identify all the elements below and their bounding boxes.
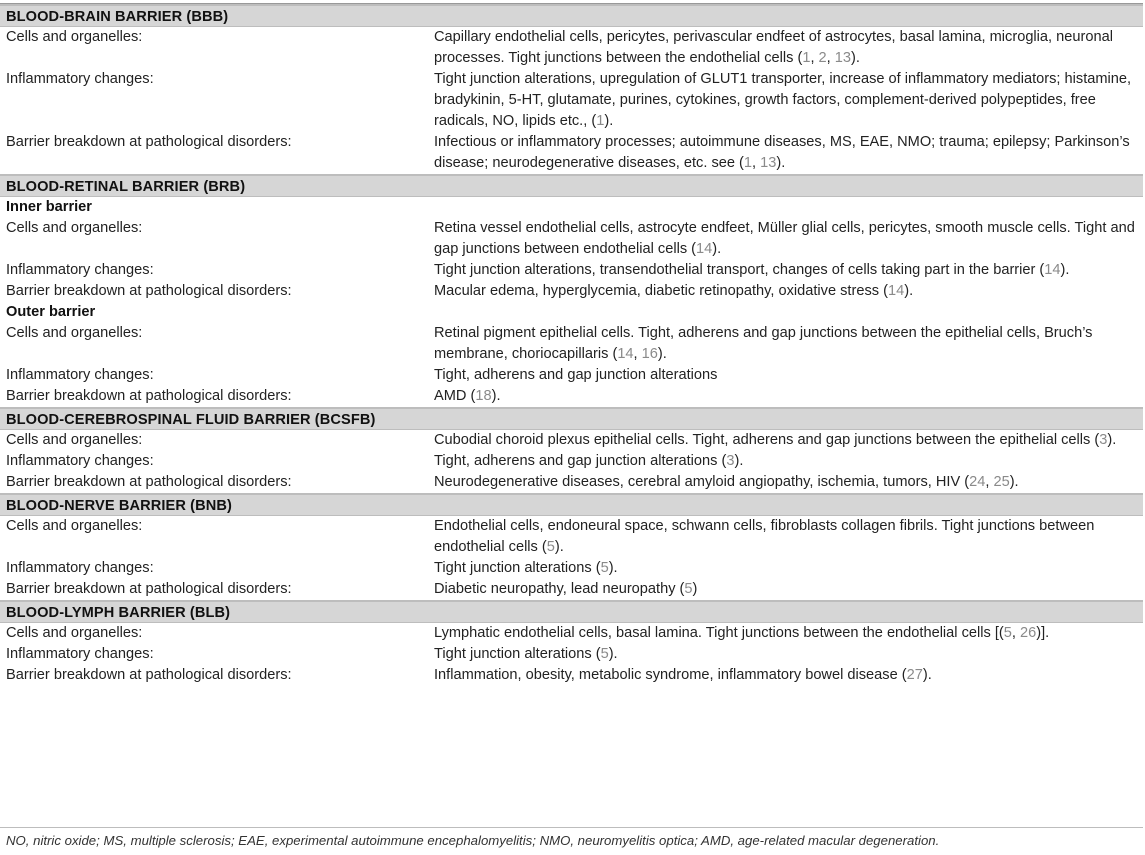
citation-link[interactable]: 1: [743, 155, 753, 171]
row-label: Cells and organelles:: [6, 518, 143, 534]
row-value: [434, 579, 1143, 600]
subsection-title: Inner barrier: [6, 199, 92, 215]
row-label: Barrier breakdown at pathological disorders:: [6, 388, 292, 404]
value-text: ).: [851, 50, 860, 66]
value-text: ,: [633, 346, 642, 362]
citation-link[interactable]: 24: [969, 474, 986, 490]
row-value: [434, 386, 1143, 407]
table-row: [0, 451, 1143, 472]
table-row: [0, 323, 1143, 365]
value-text: Macular edema, hyperglycemia, diabetic retinopathy, oxidative stress (: [434, 283, 888, 299]
row-value: [434, 665, 1143, 686]
value-text: Retinal pigment epithelial cells. Tight, adherens and gap junctions between the epithelial cells, Bruch’s membrane, choriocapillaris (: [434, 325, 1093, 362]
row-value: [434, 365, 1143, 386]
value-text: Lymphatic endothelial cells, basal lamina. Tight junctions between the endothelial cells [(: [434, 625, 1004, 641]
citation-link[interactable]: 1: [596, 113, 605, 129]
row-value: [434, 132, 1143, 174]
table-row: [0, 69, 1143, 132]
value-text: Inflammation, obesity, metabolic syndrome, inflammatory bowel disease (: [434, 667, 907, 683]
value-text: ).: [904, 283, 914, 299]
table-row: [0, 27, 1143, 69]
value-text: Retina vessel endothelial cells, astrocyte endfeet, Müller glial cells, pericytes, smooth muscle cells. Tight and gap junctions between endothelial cells (: [434, 220, 1135, 257]
row-value: [434, 623, 1143, 644]
value-text: ,: [1011, 625, 1020, 641]
value-text: Endothelial cells, endoneural space, schwann cells, fibroblasts collagen fibrils. Tight junctions between endothelial cells (: [434, 518, 1095, 555]
row-label: Cells and organelles:: [6, 220, 143, 236]
row-value: [434, 516, 1143, 558]
row-label: Inflammatory changes:: [6, 646, 154, 662]
citation-link[interactable]: 5: [684, 581, 693, 597]
row-value: [434, 430, 1143, 451]
table-row: [0, 472, 1143, 493]
row-value: [434, 27, 1143, 69]
row-label: Inflammatory changes:: [6, 71, 154, 87]
value-text: ).: [712, 241, 722, 257]
citation-link[interactable]: 5: [600, 646, 609, 662]
table-row: [0, 218, 1143, 260]
citation-link[interactable]: 13: [834, 50, 852, 66]
value-text: ).: [608, 560, 618, 576]
row-value: [434, 69, 1143, 132]
value-text: ).: [776, 155, 786, 171]
row-label: Cells and organelles:: [6, 29, 143, 45]
value-text: ).: [1060, 262, 1070, 278]
value-text: Tight junction alterations, upregulation of GLUT1 transporter, increase of inflammatory mediators; histamine, bradykinin, 5-HT, glutamate, purines, cytokines, growth factors, complement-derived polypeptides, free radicals, NO, lipids etc., (: [434, 71, 1132, 129]
table-row: [0, 430, 1143, 451]
row-label: Barrier breakdown at pathological disorders:: [6, 283, 292, 299]
table-row: [0, 386, 1143, 407]
value-text: ).: [922, 667, 932, 683]
row-value: [434, 451, 1143, 472]
citation-link[interactable]: 14: [617, 346, 634, 362]
row-value: [434, 558, 1143, 579]
citation-link[interactable]: 14: [696, 241, 713, 257]
row-label: Barrier breakdown at pathological disorders:: [6, 581, 292, 597]
section-header: BLOOD-RETINAL BARRIER (BRB): [0, 174, 1143, 197]
section-header: BLOOD-BRAIN BARRIER (BBB): [0, 4, 1143, 27]
citation-link[interactable]: 16: [641, 346, 658, 362]
value-text: ): [692, 581, 698, 597]
row-label: Cells and organelles:: [6, 432, 143, 448]
value-text: Tight, adherens and gap junction alterations (: [434, 453, 727, 469]
row-value: [434, 281, 1143, 302]
citation-link[interactable]: 14: [1044, 262, 1061, 278]
row-label: Cells and organelles:: [6, 325, 143, 341]
table-footnote: NO, nitric oxide; MS, multiple sclerosis; EAE, experimental autoimmune encephalomyelitis; NMO, neuromyelitis optica; AMD, age-related macular degeneration.: [6, 833, 940, 848]
value-text: Tight junction alterations, transendothelial transport, changes of cells taking part in the barrier (: [434, 262, 1045, 278]
row-label: Inflammatory changes:: [6, 453, 154, 469]
section-header: BLOOD-CEREBROSPINAL FLUID BARRIER (BCSFB): [0, 407, 1143, 430]
table-row: [0, 281, 1143, 302]
value-text: ,: [985, 474, 994, 490]
value-text: ,: [826, 50, 835, 66]
citation-link[interactable]: 3: [726, 453, 735, 469]
value-text: ).: [554, 539, 564, 555]
row-label: Barrier breakdown at pathological disorders:: [6, 667, 292, 683]
value-text: ,: [752, 155, 761, 171]
value-text: )].: [1036, 625, 1050, 641]
citation-link[interactable]: 5: [600, 560, 609, 576]
table-row: [0, 260, 1143, 281]
subsection-title: Outer barrier: [6, 304, 96, 320]
row-value: [434, 644, 1143, 665]
value-text: ,: [810, 50, 819, 66]
citation-link[interactable]: 1: [802, 50, 811, 66]
value-text: Tight junction alterations (: [434, 646, 601, 662]
barrier-table: [0, 3, 1143, 686]
row-value: [434, 472, 1143, 493]
table-row: [0, 516, 1143, 558]
table-row: [0, 579, 1143, 600]
citation-link[interactable]: 18: [475, 388, 492, 404]
row-value: [434, 260, 1143, 281]
citation-link[interactable]: 25: [993, 474, 1010, 490]
table-row: [0, 665, 1143, 686]
value-text: ).: [604, 113, 614, 129]
value-text: Cubodial choroid plexus epithelial cells. Tight, adherens and gap junctions between the epithelial cells (: [434, 432, 1100, 448]
value-text: ).: [734, 453, 744, 469]
table-row: [0, 558, 1143, 579]
value-text: AMD (: [434, 388, 476, 404]
value-text: ).: [657, 346, 667, 362]
value-text: ).: [491, 388, 501, 404]
row-label: Inflammatory changes:: [6, 367, 154, 383]
row-label: Barrier breakdown at pathological disorders:: [6, 134, 292, 150]
row-value: [434, 218, 1143, 260]
value-text: ).: [1009, 474, 1019, 490]
citation-link[interactable]: 5: [1003, 625, 1012, 641]
row-label: Inflammatory changes:: [6, 560, 154, 576]
citation-link[interactable]: 14: [887, 283, 905, 299]
value-text: Tight, adherens and gap junction alterations: [434, 367, 718, 383]
citation-link[interactable]: 27: [906, 667, 923, 683]
table-row: [0, 132, 1143, 174]
value-text: ).: [608, 646, 618, 662]
value-text: Capillary endothelial cells, pericytes, perivascular endfeet of astrocytes, basal lamina, microglia, neuronal processes. Tight junctions between the endothelial cells (: [434, 29, 1113, 66]
table-row: [0, 365, 1143, 386]
value-text: Tight junction alterations (: [434, 560, 601, 576]
citation-link[interactable]: 5: [546, 539, 555, 555]
table-row: [0, 623, 1143, 644]
citation-link[interactable]: 3: [1099, 432, 1108, 448]
row-label: Cells and organelles:: [6, 625, 143, 641]
value-text: Diabetic neuropathy, lead neuropathy (: [434, 581, 685, 597]
row-label: Barrier breakdown at pathological disorders:: [6, 474, 292, 490]
section-header: BLOOD-LYMPH BARRIER (BLB): [0, 600, 1143, 623]
row-label: Inflammatory changes:: [6, 262, 154, 278]
citation-link[interactable]: 13: [760, 155, 777, 171]
value-text: Infectious or inflammatory processes; autoimmune diseases, MS, EAE, NMO; trauma; epilepsy; Parkinson’s disease; neurodegenerative diseases, etc. see (: [434, 134, 1130, 171]
citation-link[interactable]: 26: [1020, 625, 1037, 641]
table-row: [0, 644, 1143, 665]
row-value: [434, 323, 1143, 365]
value-text: Neurodegenerative diseases, cerebral amyloid angiopathy, ischemia, tumors, HIV (: [434, 474, 970, 490]
value-text: ).: [1107, 432, 1117, 448]
section-header: BLOOD-NERVE BARRIER (BNB): [0, 493, 1143, 516]
table-bottom-rule: [0, 827, 1143, 828]
citation-link[interactable]: 2: [818, 50, 827, 66]
